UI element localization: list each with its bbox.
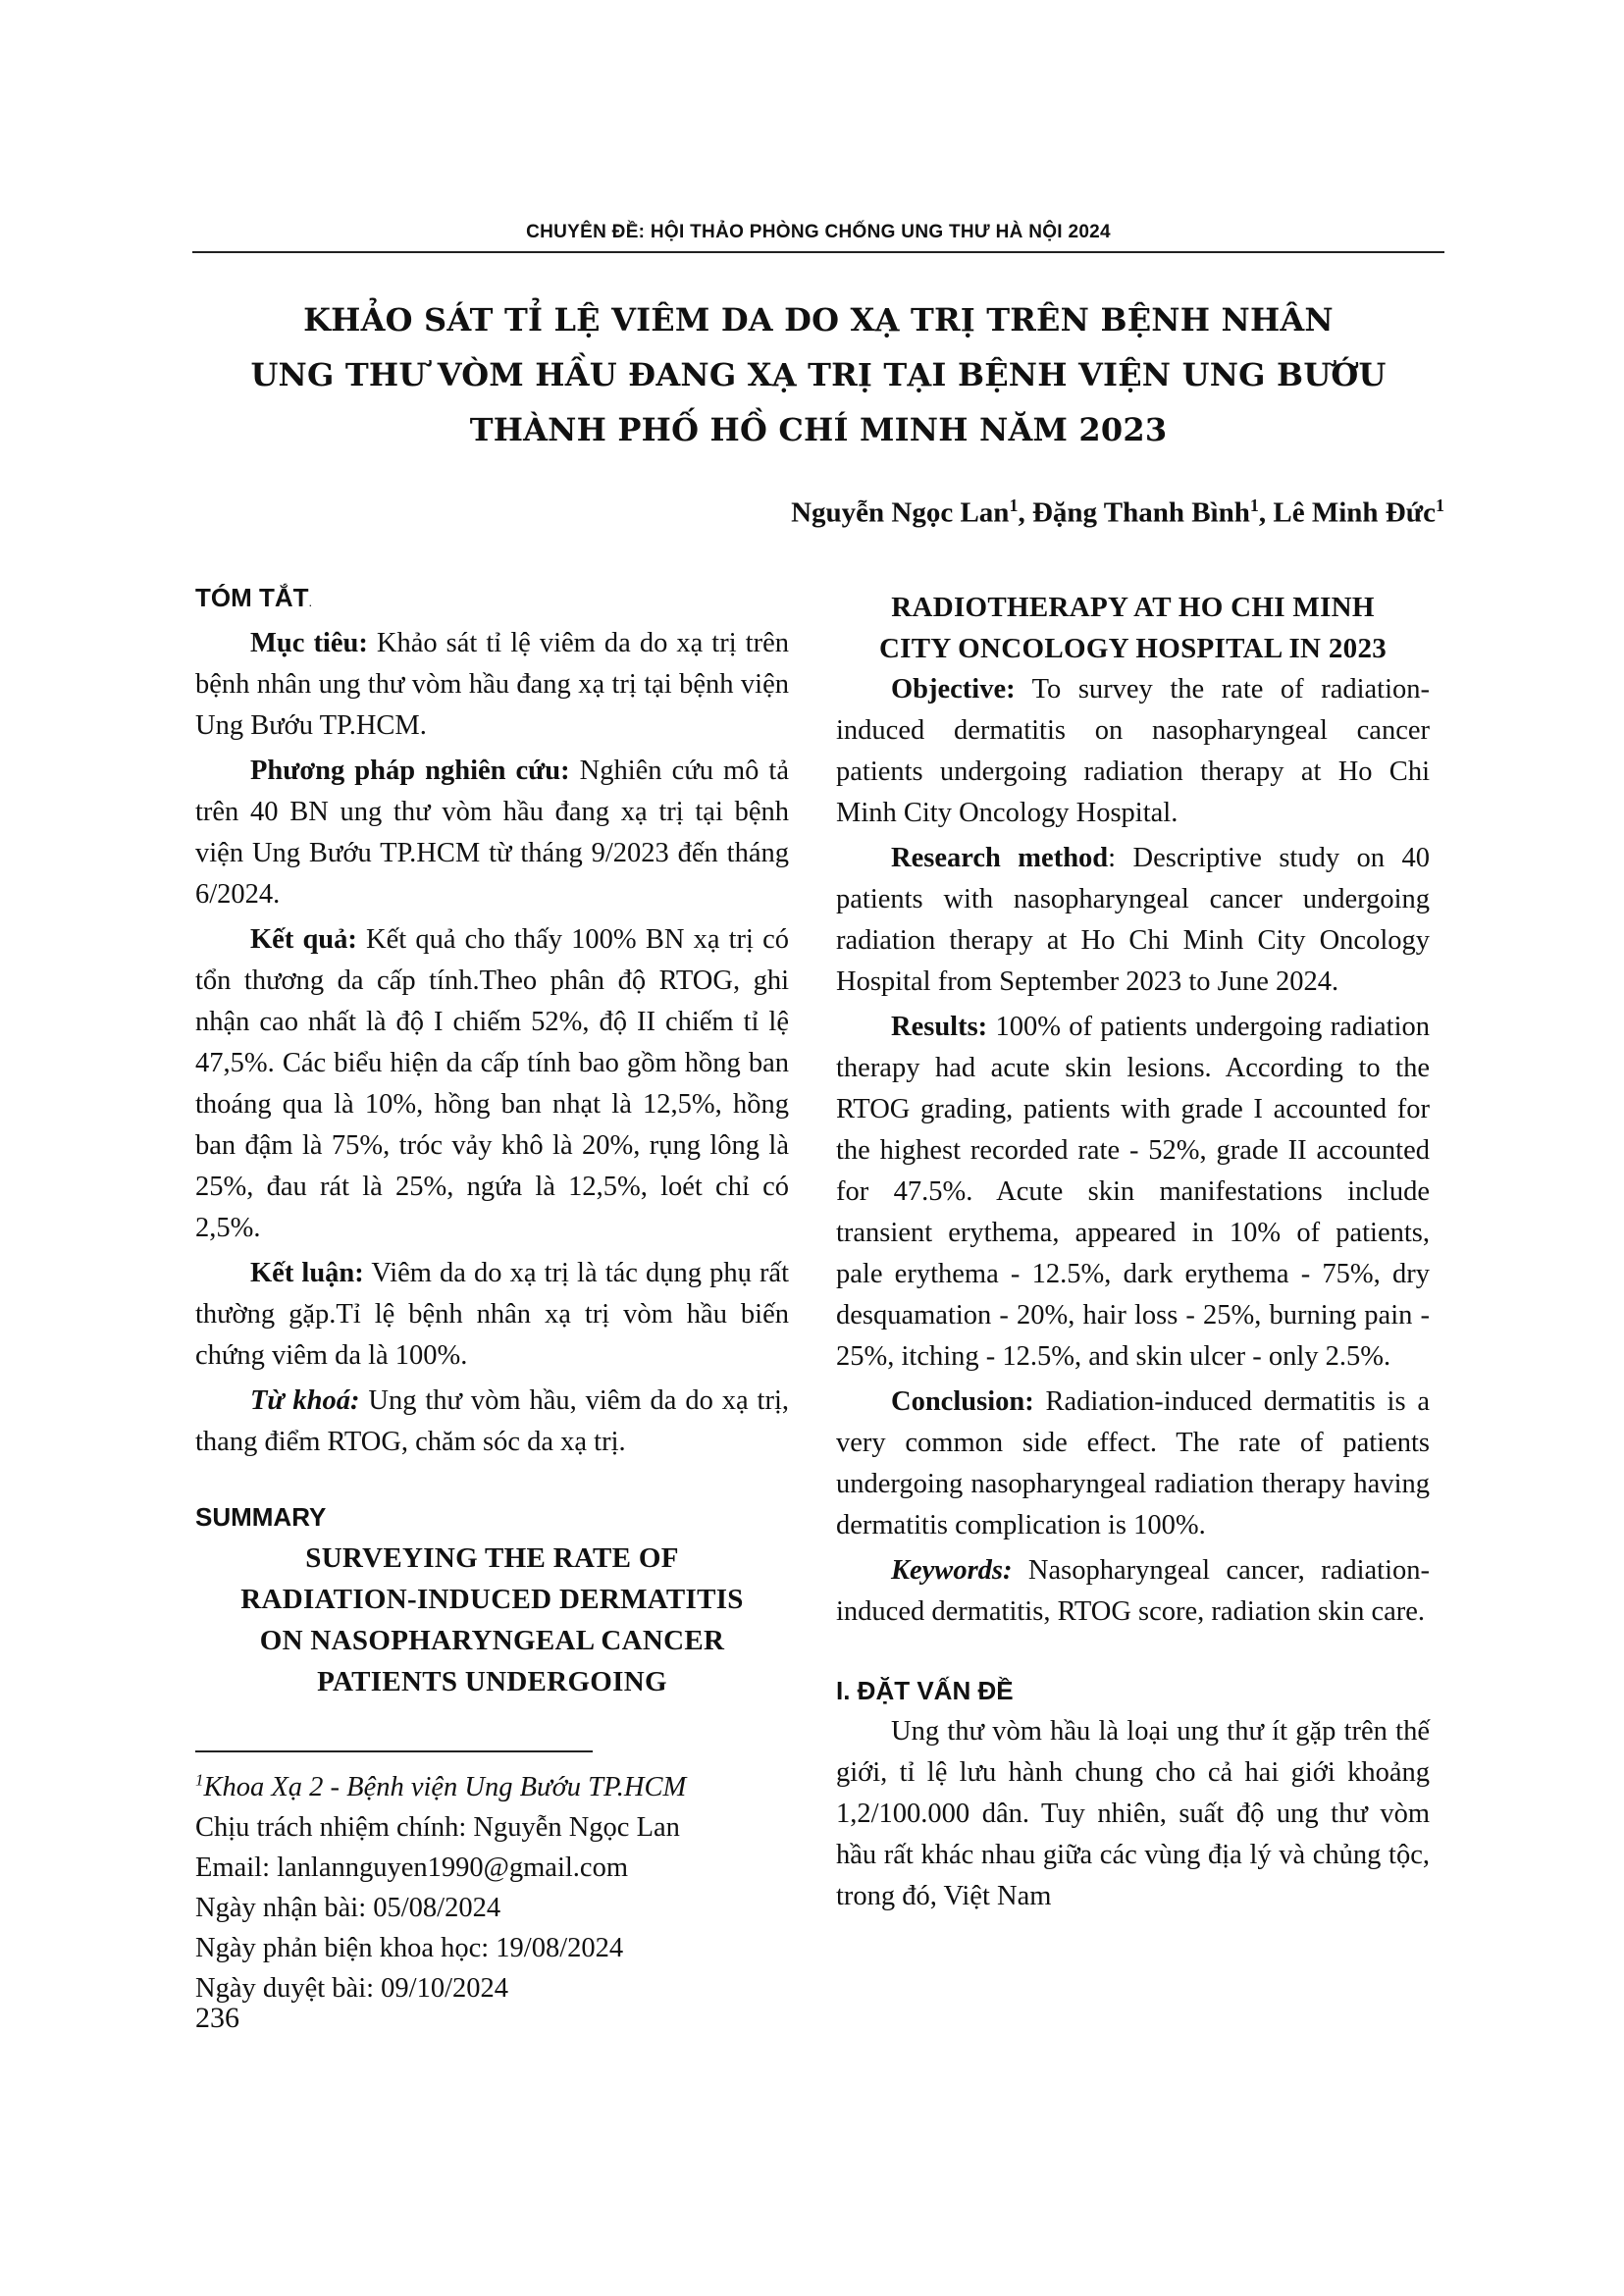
summary-title-line: RADIOTHERAPY AT HO CHI MINH: [891, 592, 1375, 623]
summary-title-line: PATIENTS UNDERGOING: [317, 1666, 667, 1697]
header-rule: [192, 251, 1444, 253]
author-name: Lê Minh Đức: [1273, 496, 1436, 529]
footnote-rule: [195, 1750, 593, 1752]
author-name: Đặng Thanh Bình: [1031, 496, 1250, 529]
summary-objective: Objective: To survey the rate of radiation-induced dermatitis on nasopharyngeal cancer patients undergoing radiation therapy at Ho Chi Minh City Oncology Hospital.: [836, 674, 1430, 828]
summary-heading: SUMMARY: [195, 1502, 327, 1532]
right-column: [836, 577, 1430, 1917]
summary-title-line: SURVEYING THE RATE OF: [305, 1542, 679, 1574]
author-name: Nguyễn Ngọc Lan: [791, 496, 1010, 529]
summary-keywords: Keywords: Nasopharyngeal cancer, radiation-induced dermatitis, RTOG score, radiation skin care.: [836, 1555, 1430, 1627]
title-line: THÀNH PHỐ HỒ CHÍ MINH NĂM 2023: [469, 411, 1168, 448]
summary-conclusion: Conclusion: Radiation-induced dermatitis is a very common side effect. The rate of patients undergoing nasopharyngeal radiation therapy having dermatitis complication is 100%.: [836, 1386, 1430, 1540]
author-affiliation-mark: 1: [1009, 496, 1019, 515]
section-paragraph: Ung thư vòm hầu là loại ung thư ít gặp trên thế giới, tỉ lệ lưu hành chung cho cả hai giới khoảng 1,2/100.000 dân. Tuy nhiên, suất độ ung thư vòm hầu rất khác nhau giữa các vùng địa lý và chủng tộc, trong đó, Việt Nam: [836, 1716, 1430, 1911]
section-heading: I. ĐẶT VẤN ĐỀ: [836, 1676, 1014, 1705]
abstract-results: Kết quả: Kết quả cho thấy 100% BN xạ trị có tổn thương da cấp tính.Theo phân độ RTOG, ghi nhận cao nhất là độ I chiếm 52%, độ II chiếm tỉ lệ 47,5%. Các biểu hiện da cấp tính bao gồm hồng ban thoáng qua là 10%, hồng ban nhạt là 12,5%, hồng ban đậm là 75%, tróc vảy khô là 20%, rụng lông là 25%, đau rát là 25%, ngứa là 12,5%, loét chỉ có 2,5%.: [195, 924, 789, 1243]
affiliation-note: $^1$Khoa Xạ 2 - Bệnh viện Ung Bướu TP.HCM: [195, 1770, 687, 1802]
footnotes: [195, 1759, 686, 2009]
summary-title-line: RADIATION-INDUCED DERMATITIS: [240, 1584, 744, 1615]
abstract-keywords: Từ khoá: Ung thư vòm hầu, viêm da do xạ trị, thang điểm RTOG, chăm sóc da xạ trị.: [195, 1385, 789, 1457]
reviewed-date: Ngày phản biện khoa học: 19/08/2024: [195, 1932, 624, 1963]
abstract-conclusion: Kết luận: Viêm da do xạ trị là tác dụng phụ rất thường gặp.Tỉ lệ bệnh nhân xạ trị vòm hầu biến chứng viêm da là 100%.: [195, 1258, 790, 1371]
title-line: UNG THƯ VÒM HẦU ĐANG XẠ TRỊ TẠI BỆNH VIỆN UNG BƯỚU: [250, 356, 1387, 393]
summary-title-line: ON NASOPHARYNGEAL CANCER: [259, 1625, 725, 1656]
author-list: [791, 496, 1444, 530]
summary-results: Results: 100% of patients undergoing radiation therapy had acute skin lesions. According to the RTOG grading, patients with grade I accounted for the highest recorded rate - 52%, grade II accounted for 47.5%. Acute skin manifestations include transient erythema, appeared in 10% of patients, pale erythema - 12.5%, dark erythema - 75%, dry desquamation - 20%, hair loss - 25%, burning pain - 25%, itching - 12.5%, and skin ulcer - only 2.5%.: [836, 1012, 1430, 1372]
summary-title-continued: [836, 587, 1430, 669]
left-column: [195, 577, 789, 1702]
summary-title-line: CITY ONCOLOGY HOSPITAL IN 2023: [878, 633, 1388, 664]
paper-title: [192, 292, 1444, 457]
summary-method: Research method: Descriptive study on 40 patients with nasopharyngeal cancer undergoing radiation therapy at Ho Chi Minh City Oncology Hospital from September 2023 to June 2024.: [836, 843, 1430, 997]
abstract-heading: TÓM TẮT.: [195, 583, 313, 612]
abstract-method: Phương pháp nghiên cứu: Nghiên cứu mô tả trên 40 BN ung thư vòm hầu đang xạ trị tại bệnh viện Ung Bướu TP.HCM từ tháng 9/2023 đến tháng 6/2024.: [195, 756, 790, 910]
accepted-date: Ngày duyệt bài: 09/10/2024: [195, 1972, 508, 2004]
corresponding-author: Chịu trách nhiệm chính: Nguyễn Ngọc Lan: [195, 1811, 680, 1843]
email-note: Email: lanlannguyen1990@gmail.com: [195, 1852, 628, 1883]
author-affiliation-mark: 1: [1436, 496, 1444, 515]
abstract-objective: Mục tiêu: Khảo sát tỉ lệ viêm da do xạ trị trên bệnh nhân ung thư vòm hầu đang xạ trị tại bệnh viện Ung Bướu TP.HCM.: [195, 628, 789, 741]
title-line: KHẢO SÁT TỈ LỆ VIÊM DA DO XẠ TRỊ TRÊN BỆNH NHÂN: [303, 301, 1334, 339]
received-date: Ngày nhận bài: 05/08/2024: [195, 1892, 501, 1923]
author-affiliation-mark: 1: [1249, 496, 1259, 515]
running-head: CHUYÊN ĐỀ: HỘI THẢO PHÒNG CHỐNG UNG THƯ HÀ NỘI 2024: [526, 222, 1111, 242]
page-number: 236: [195, 2002, 239, 2034]
author-separator: ,: [1018, 496, 1032, 529]
summary-title: [195, 1538, 789, 1702]
author-separator: ,: [1258, 496, 1274, 529]
